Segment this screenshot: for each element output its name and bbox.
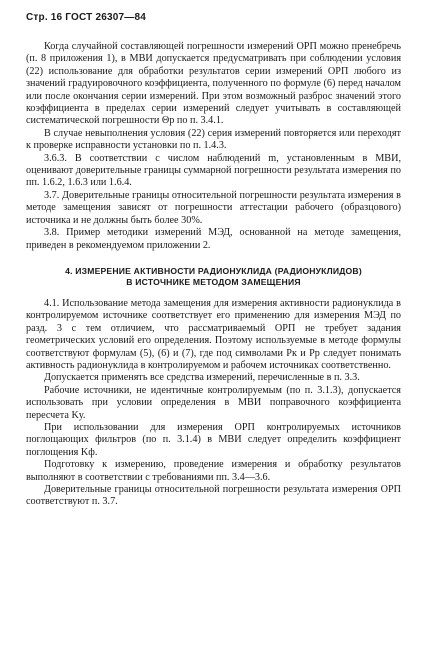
section-title-line: 4. ИЗМЕРЕНИЕ АКТИВНОСТИ РАДИОНУКЛИДА (РАДИОНУКЛИДОВ) bbox=[65, 265, 362, 276]
page-header: Стр. 16 ГОСТ 26307—84 bbox=[26, 12, 146, 23]
paragraph: 3.8. Пример методики измерений МЭД, основанной на методе замещения, приведен в рекомендуемом приложении 2. bbox=[26, 227, 401, 251]
paragraph: Подготовку к измерению, проведение измерения и обработку результатов выполняют в соответствии с требованиями пп. 3.4—3.6. bbox=[26, 459, 401, 483]
paragraph: 4.1. Использование метода замещения для измерения активности радионуклида в контролируемом источнике соответствует его применению для измерения МЭД по разд. 3 с тем отличием, что рассматриваемый ОРП не требует задания геометрических условий его определения. Поэтому используемые в методе формулы соответствуют формулам (5), (6) и (7), где под символами Pк и Pр следует понимать активность радионуклида в контролируемом и рабочем источниках соответственно. bbox=[26, 297, 401, 371]
paragraph: 3.7. Доверительные границы относительной погрешности результата измерения в методе замещения зависят от погрешности аттестации рабочего (образцового) источника и не должны быть более 30%. bbox=[26, 189, 401, 226]
paragraph: Когда случайной составляющей погрешности измерений ОРП можно пренебречь (п. 8 приложения 1), в МВИ допускается предусматривать при соблюдении условия (22) использование для обработки результатов серии измерений ОРП любого из значений градуировочного коэффициента, полученного по формуле (6) перед началом или после окончания серии измерений. При этом возможный разброс значений этого коэффициента в пределах серии измерений следует учитывать в составляющей систематической погрешности Θр по п. 3.4.1. bbox=[26, 41, 401, 127]
paragraph: Доверительные границы относительной погрешности результата измерения ОРП соответствуют п. 3.7. bbox=[26, 484, 401, 508]
section-title-line: В ИСТОЧНИКЕ МЕТОДОМ ЗАМЕЩЕНИЯ bbox=[126, 276, 301, 287]
paragraph: В случае невыполнения условия (22) серия измерений повторяется или переходят к проверке исправности установки по п. 1.4.3. bbox=[26, 127, 401, 152]
paragraph: Допускается применять все средства измерений, перечисленные в п. 3.3. bbox=[44, 372, 360, 384]
section-title bbox=[26, 266, 401, 288]
paragraph: 3.6.3. В соответствии с числом наблюдений m, установленным в МВИ, оценивают доверительные границы суммарной погрешности результата измерения по пп. 1.6.2, 1.6.3 или 1.6.4. bbox=[26, 152, 401, 189]
paragraph: При использовании для измерения ОРП контролируемых источников поглощающих фильтров (по п. 3.1.4) в МВИ следует определить коэффициент поглощения Kф. bbox=[26, 421, 401, 458]
paragraph: Рабочие источники, не идентичные контролируемым (по п. 3.1.3), допускается использовать при условии определения в МВИ поправочного коэффициента пересчета Kу. bbox=[26, 384, 401, 421]
